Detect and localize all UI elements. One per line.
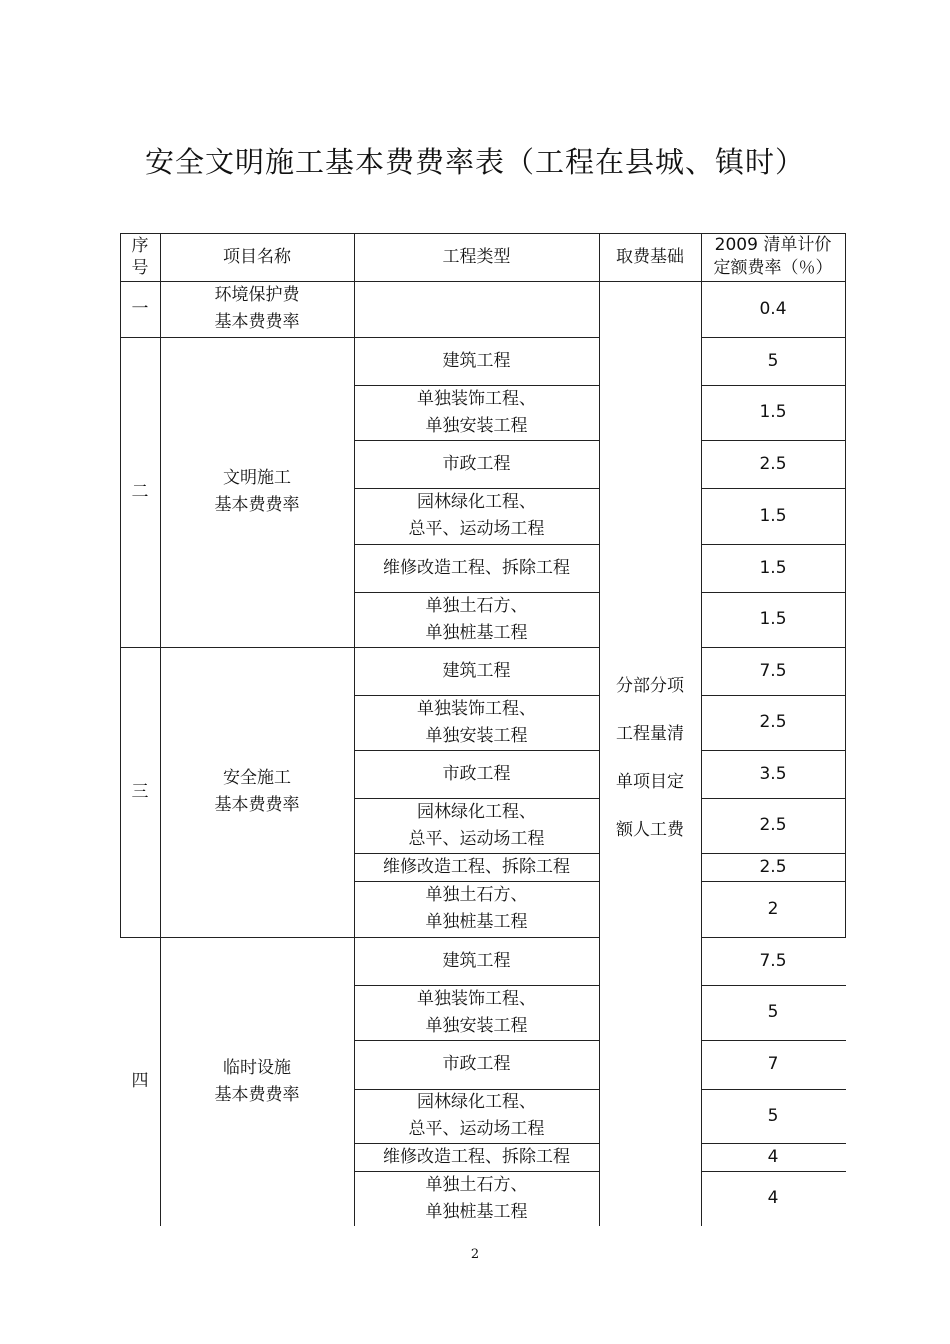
column-divider xyxy=(160,233,161,1226)
project-type-cell: 单独土石方、 单独桩基工程 xyxy=(425,1174,528,1222)
fee-rate-cell: 1.5 xyxy=(759,557,787,578)
project-type-cell: 园林绿化工程、 总平、运动场工程 xyxy=(408,492,545,539)
group-seq: 二 xyxy=(131,481,149,502)
project-type-cell: 单独装饰工程、 单独安装工程 xyxy=(417,698,536,746)
row-divider xyxy=(701,592,846,593)
row-divider xyxy=(701,337,846,338)
project-type-cell: 市政工程 xyxy=(442,453,511,474)
row-divider xyxy=(701,1089,846,1090)
fee-rate-cell: 2.5 xyxy=(759,815,787,835)
project-type-cell xyxy=(354,281,599,337)
fee-rate-cell: 0.4 xyxy=(759,298,787,319)
group-item-name: 环境保护费 基本费费率 xyxy=(214,285,300,332)
row-divider xyxy=(354,544,599,545)
fee-rate-cell: 5 xyxy=(767,1105,779,1126)
table-left-border xyxy=(120,233,121,937)
fee-rate-cell: 4 xyxy=(767,1146,779,1167)
column-divider xyxy=(701,233,702,1226)
fee-rate-cell: 7.5 xyxy=(759,660,787,681)
row-divider xyxy=(354,1143,599,1144)
row-divider xyxy=(701,695,846,696)
row-divider xyxy=(354,1089,599,1090)
row-divider xyxy=(354,750,599,751)
row-divider xyxy=(354,881,599,882)
row-divider xyxy=(701,1040,846,1041)
page-title: 安全文明施工基本费费率表（工程在县城、镇时） xyxy=(144,145,805,179)
fee-rate-cell: 7.5 xyxy=(759,950,787,971)
group-item-name: 文明施工 基本费费率 xyxy=(214,468,300,515)
group-item-name: 安全施工 基本费费率 xyxy=(214,768,300,815)
row-divider xyxy=(354,385,599,386)
row-divider xyxy=(701,544,846,545)
group-seq: 一 xyxy=(131,298,149,319)
header-seq: 序 号 xyxy=(131,236,149,278)
row-divider xyxy=(701,488,846,489)
fee-rate-cell: 2 xyxy=(767,898,779,919)
group-divider xyxy=(120,337,599,338)
group-divider xyxy=(120,937,599,938)
row-divider xyxy=(354,853,599,854)
row-divider xyxy=(701,1171,846,1172)
page-number: 2 xyxy=(470,1247,480,1262)
header-item-name: 项目名称 xyxy=(223,246,291,267)
table-top-border xyxy=(120,233,846,234)
fee-rate-cell: 4 xyxy=(767,1188,779,1208)
project-type-cell: 园林绿化工程、 总平、运动场工程 xyxy=(408,801,545,849)
fee-rate-cell: 2.5 xyxy=(759,856,787,877)
row-divider xyxy=(354,985,599,986)
fee-rate-cell: 2.5 xyxy=(759,453,787,474)
row-divider xyxy=(354,1040,599,1041)
row-divider xyxy=(354,440,599,441)
row-divider xyxy=(701,937,846,938)
project-type-cell: 维修改造工程、拆除工程 xyxy=(383,856,570,877)
project-type-cell: 园林绿化工程、 总平、运动场工程 xyxy=(408,1092,545,1139)
fee-basis-cell: 分部分项 工程量清 单项目定 额人工费 xyxy=(616,676,684,840)
row-divider xyxy=(701,798,846,799)
fee-rate-cell: 5 xyxy=(767,1002,779,1022)
table-right-border xyxy=(845,233,846,937)
fee-rate-cell: 1.5 xyxy=(759,505,787,526)
row-divider xyxy=(354,488,599,489)
header-project-type: 工程类型 xyxy=(442,246,511,267)
fee-rate-cell: 7 xyxy=(767,1054,779,1074)
header-bottom-line xyxy=(120,281,846,282)
group-divider xyxy=(120,647,599,648)
row-divider xyxy=(701,985,846,986)
group-seq: 三 xyxy=(131,781,149,802)
row-divider xyxy=(354,1171,599,1172)
project-type-cell: 维修改造工程、拆除工程 xyxy=(383,557,570,578)
header-fee-rate: 2009 清单计价 定额费率（％） xyxy=(713,235,833,278)
project-type-cell: 建筑工程 xyxy=(442,350,511,371)
fee-rate-cell: 1.5 xyxy=(759,402,787,422)
row-divider xyxy=(701,647,846,648)
project-type-cell: 单独土石方、 单独桩基工程 xyxy=(425,595,528,643)
fee-rate-cell: 1.5 xyxy=(759,609,787,629)
project-type-cell: 单独装饰工程、 单独安装工程 xyxy=(417,388,536,436)
project-type-cell: 单独装饰工程、 单独安装工程 xyxy=(417,988,536,1036)
project-type-cell: 建筑工程 xyxy=(442,660,511,681)
fee-rate-cell: 3.5 xyxy=(759,763,787,784)
project-type-cell: 单独土石方、 单独桩基工程 xyxy=(425,885,528,932)
row-divider xyxy=(701,1143,846,1144)
row-divider xyxy=(354,592,599,593)
group-item-name: 临时设施 基本费费率 xyxy=(214,1057,300,1105)
group-seq: 四 xyxy=(131,1071,149,1091)
column-divider xyxy=(354,233,355,1226)
fee-rate-cell: 5 xyxy=(767,350,779,371)
project-type-cell: 市政工程 xyxy=(442,763,511,784)
header-fee-basis: 取费基础 xyxy=(616,246,684,267)
row-divider xyxy=(354,798,599,799)
row-divider xyxy=(701,750,846,751)
row-divider xyxy=(701,440,846,441)
row-divider xyxy=(354,695,599,696)
project-type-cell: 维修改造工程、拆除工程 xyxy=(383,1146,570,1167)
row-divider xyxy=(701,385,846,386)
row-divider xyxy=(701,853,846,854)
row-divider xyxy=(701,881,846,882)
project-type-cell: 建筑工程 xyxy=(442,950,511,971)
project-type-cell: 市政工程 xyxy=(442,1054,511,1074)
fee-rate-cell: 2.5 xyxy=(759,712,787,732)
